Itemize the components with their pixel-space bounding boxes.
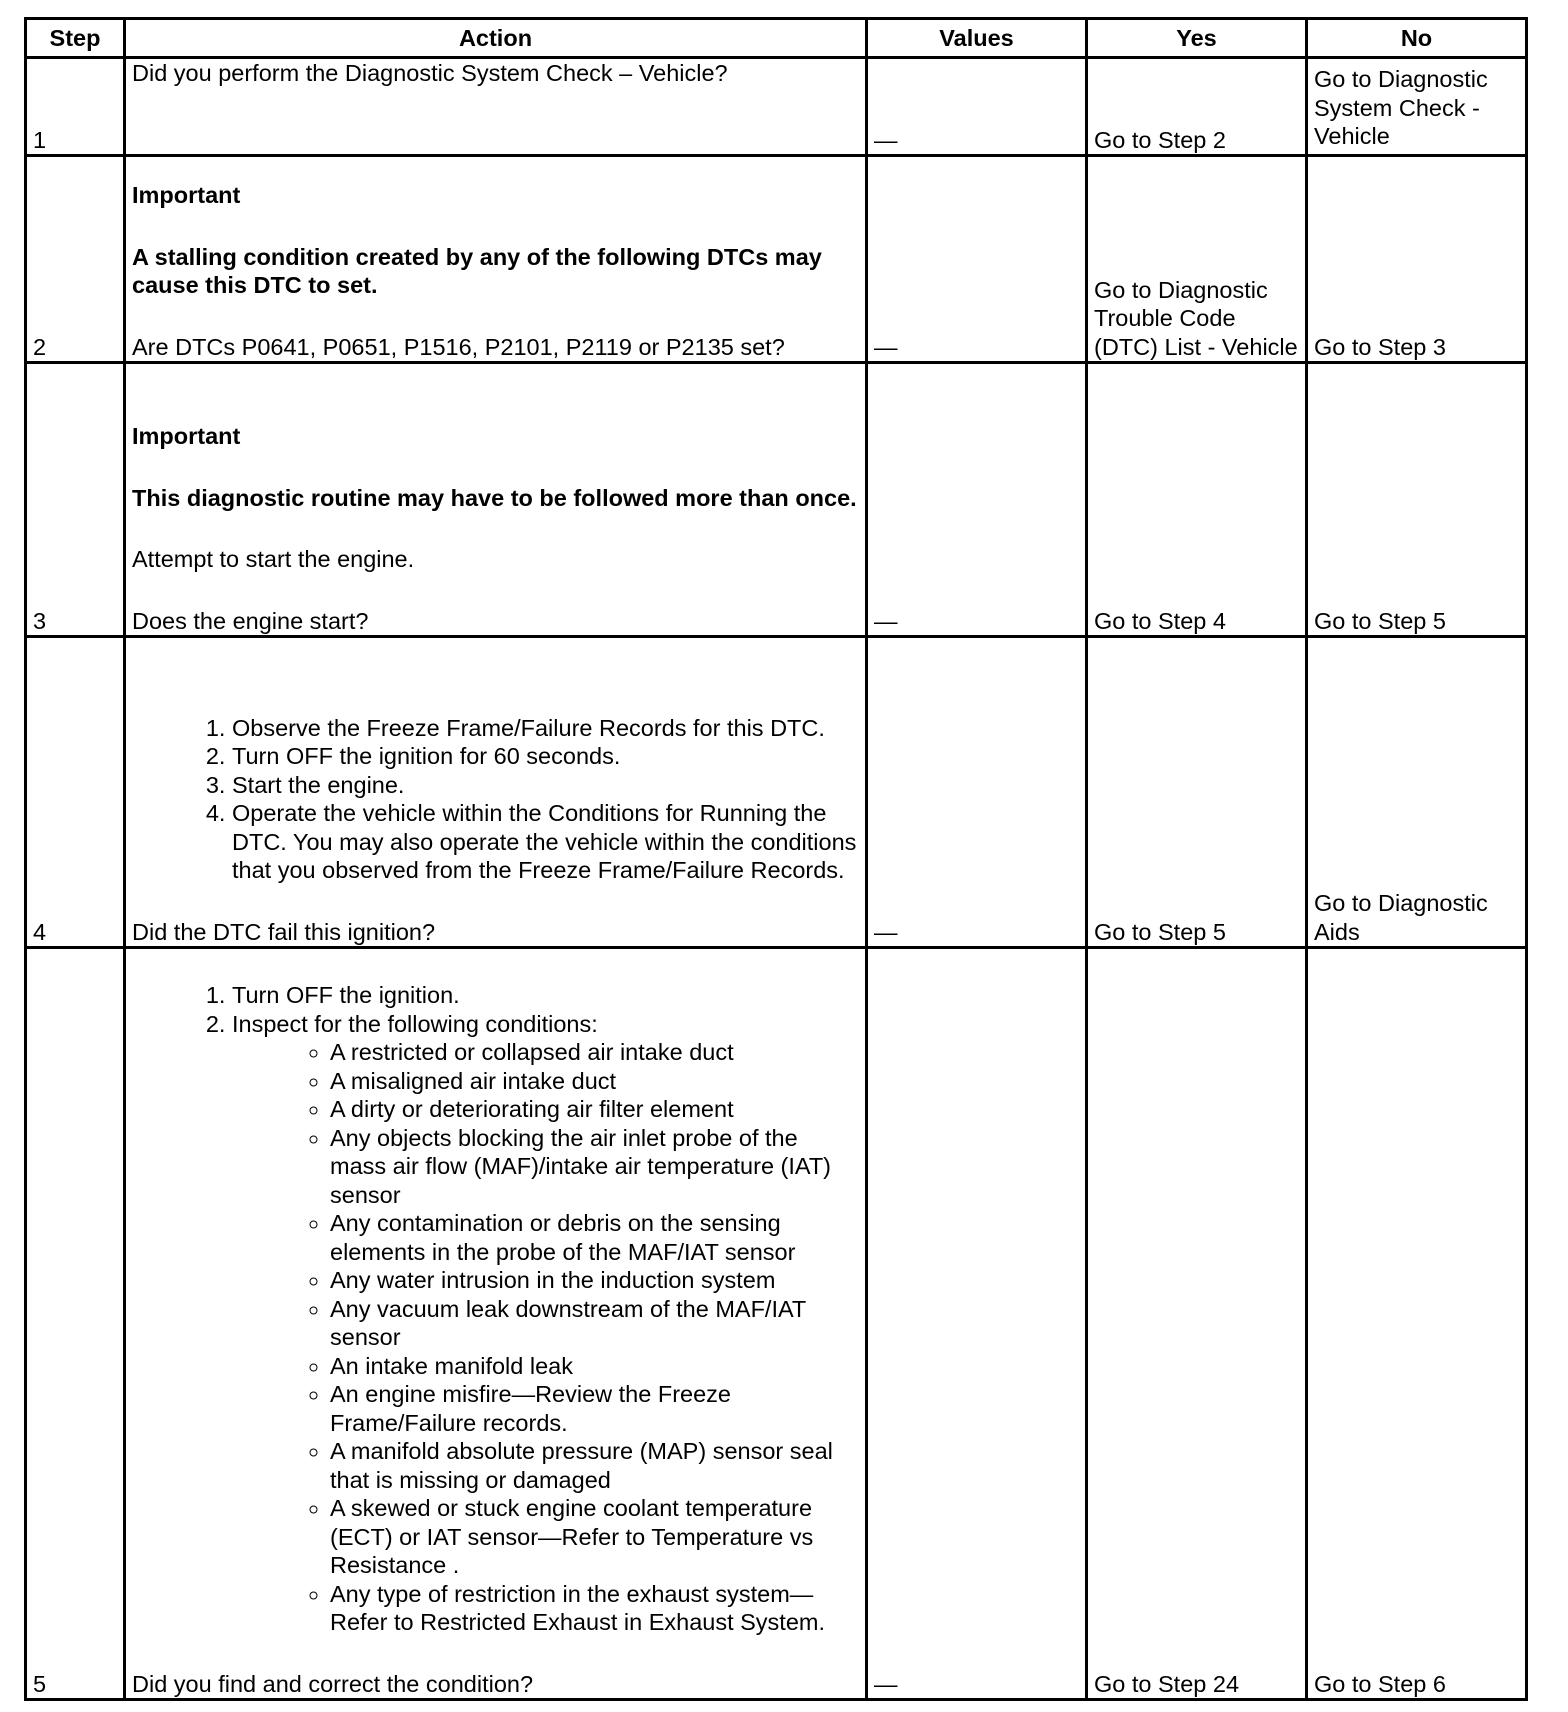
condition-item: ◦ Any contamination or debris on the sensing elements in the probe of the MAF/IAT sensor	[330, 1209, 859, 1266]
step-number: 3	[26, 363, 125, 637]
list-item: 4. Operate the vehicle within the Conditions for Running the DTC. You may also operate the vehicle within the conditions that you observed from the Freeze Frame/Failure Records.	[232, 799, 859, 885]
important-text: A stalling condition created by any of the following DTCs may cause this DTC to set.	[132, 243, 822, 298]
important-label: Important	[132, 182, 241, 208]
values-cell: —	[867, 637, 1087, 948]
no-cell: Go to Step 5	[1307, 363, 1527, 637]
step-number: 2	[26, 156, 125, 363]
action-question: Did the DTC fail this ignition?	[132, 918, 436, 945]
header-step: Step	[26, 19, 125, 58]
action-question: Did you find and correct the condition?	[132, 1670, 534, 1697]
important-label: Important	[132, 423, 241, 449]
values-cell: —	[867, 363, 1087, 637]
list-item: 1. Observe the Freeze Frame/Failure Records for this DTC.	[232, 714, 859, 743]
yes-cell: Go to Step 4	[1087, 363, 1307, 637]
condition-item: ◦ A skewed or stuck engine coolant temperature (ECT) or IAT sensor—Refer to Temperature vs Resistance .	[330, 1494, 859, 1580]
values-cell: —	[867, 58, 1087, 156]
no-cell: Go to Step 3	[1307, 156, 1527, 363]
action-cell	[125, 637, 867, 948]
action-instruction: Attempt to start the engine.	[132, 546, 415, 572]
no-cell: Go to Diagnostic Aids	[1307, 637, 1527, 948]
table-row	[26, 948, 1527, 1700]
diagnostic-table	[24, 17, 1528, 1701]
condition-item: ◦ An intake manifold leak	[330, 1352, 859, 1381]
condition-item: ◦ Any objects blocking the air inlet probe of the mass air flow (MAF)/intake air temperature (IAT) sensor	[330, 1124, 859, 1210]
condition-item: ◦ Any water intrusion in the induction system	[330, 1266, 859, 1295]
action-cell	[125, 58, 867, 156]
table-row	[26, 156, 1527, 363]
table-row	[26, 637, 1527, 948]
condition-item: ◦ Any vacuum leak downstream of the MAF/IAT sensor	[330, 1295, 859, 1352]
action-question: Are DTCs P0641, P0651, P1516, P2101, P2119 or P2135 set?	[132, 333, 785, 360]
condition-item: ◦ A manifold absolute pressure (MAP) sensor seal that is missing or damaged	[330, 1437, 859, 1494]
condition-list	[232, 1038, 859, 1637]
header-values: Values	[867, 19, 1087, 58]
condition-item: ◦ A misaligned air intake duct	[330, 1067, 859, 1096]
important-text: This diagnostic routine may have to be followed more than once.	[132, 484, 857, 511]
condition-item: ◦ An engine misfire—Review the Freeze Frame/Failure records.	[330, 1380, 859, 1437]
yes-cell: Go to Step 24	[1087, 948, 1307, 1700]
values-cell: —	[867, 948, 1087, 1700]
list-item-text: Inspect for the following conditions:	[232, 1010, 598, 1037]
step-number: 5	[26, 948, 125, 1700]
action-cell	[125, 156, 867, 363]
action-cell	[125, 948, 867, 1700]
action-cell	[125, 363, 867, 637]
header-row	[26, 19, 1527, 58]
condition-item: ◦ A restricted or collapsed air intake duct	[330, 1038, 859, 1067]
list-item	[232, 1010, 859, 1637]
yes-cell: Go to Step 5	[1087, 637, 1307, 948]
header-yes: Yes	[1087, 19, 1307, 58]
numbered-steps	[132, 714, 859, 885]
step-number: 1	[26, 58, 125, 156]
no-cell: Go to Diagnostic System Check - Vehicle	[1307, 58, 1527, 156]
table-row	[26, 58, 1527, 156]
condition-item: ◦ Any type of restriction in the exhaust system—Refer to Restricted Exhaust in Exhaust System.	[330, 1580, 859, 1637]
condition-item: ◦ A dirty or deteriorating air filter element	[330, 1095, 859, 1124]
list-item: 1. Turn OFF the ignition.	[232, 981, 859, 1010]
action-question: Did you perform the Diagnostic System Check – Vehicle?	[132, 60, 728, 86]
header-no: No	[1307, 19, 1527, 58]
table-row	[26, 363, 1527, 637]
yes-cell: Go to Diagnostic Trouble Code (DTC) List - Vehicle	[1087, 156, 1307, 363]
list-item: 2. Turn OFF the ignition for 60 seconds.	[232, 742, 859, 771]
numbered-steps	[132, 981, 859, 1637]
header-action: Action	[125, 19, 867, 58]
action-question: Does the engine start?	[132, 607, 369, 634]
no-cell: Go to Step 6	[1307, 948, 1527, 1700]
step-number: 4	[26, 637, 125, 948]
values-cell: —	[867, 156, 1087, 363]
yes-cell: Go to Step 2	[1087, 58, 1307, 156]
list-item: 3. Start the engine.	[232, 771, 859, 800]
